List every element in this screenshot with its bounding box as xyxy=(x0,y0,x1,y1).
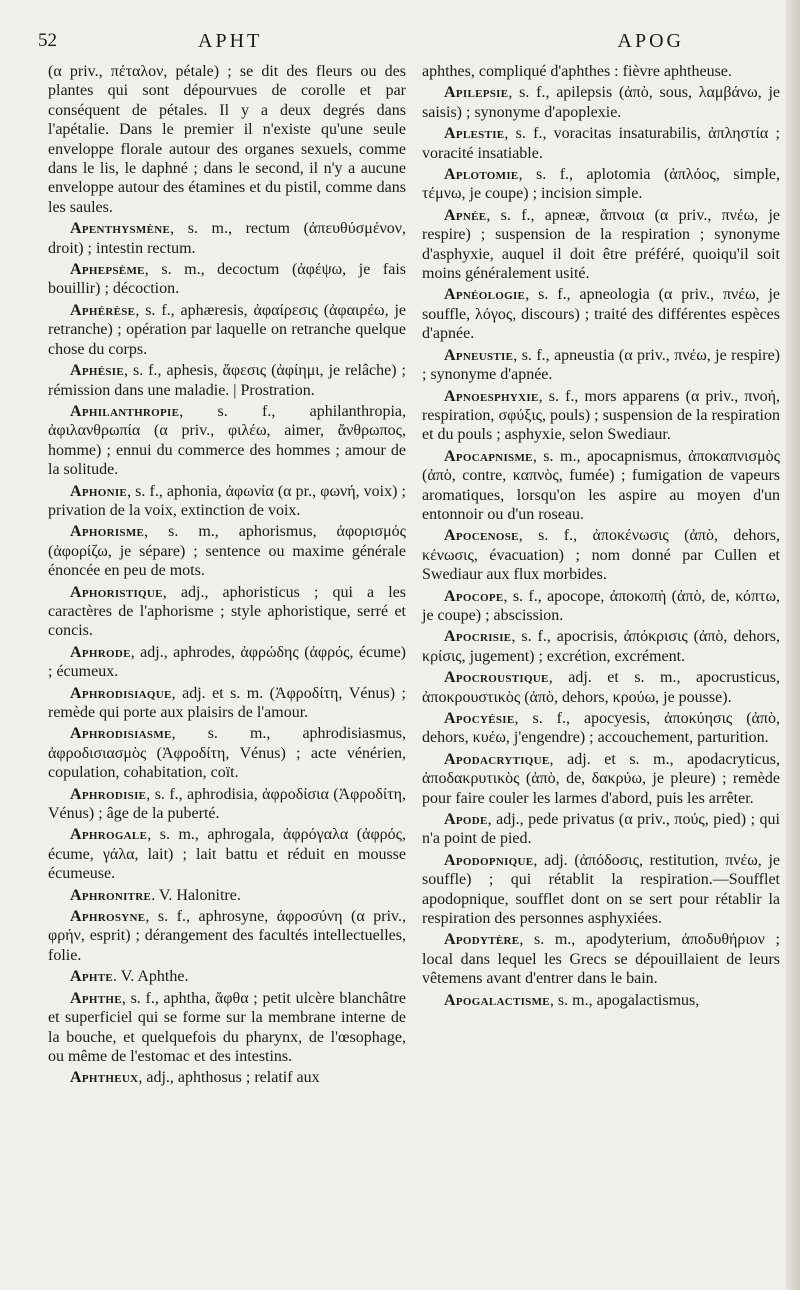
entry-headword: Apodacrytique xyxy=(444,750,550,768)
dictionary-entry xyxy=(48,907,406,965)
entry-definition: , s. f., mors apparens (α priv., πνοή, respiration, σφύξις, pouls) ; suspension de la respiration et du pouls ; asphyxie, selon Swediaur. xyxy=(422,387,780,444)
page-number: 52 xyxy=(38,30,57,51)
entry-definition: , adj., aphoristicus ; qui a les caractères de l'aphorisme ; style aphoristique, serré et concis. xyxy=(48,583,406,640)
entry-definition: , adj. et s. m. (Ἀφροδίτη, Vénus) ; remède qui porte aux plaisirs de l'amour. xyxy=(48,684,406,721)
entry-definition: , s. m., aphrogala, ἀφρόγαλα (ἀφρός, écume, γάλα, lait) ; lait battu et réduit en mousse écumeuse. xyxy=(48,826,406,883)
entry-definition: , s. f., apneustia (α priv., πνέω, je respire) ; synonyme d'apnée. xyxy=(422,346,780,384)
entry-definition: , adj., aphrodes, ἀφρώδης (ἀφρός, écume) ; écumeux. xyxy=(48,643,406,681)
dictionary-entry xyxy=(422,206,780,284)
entry-headword: Aphte xyxy=(70,968,114,986)
entry-definition: , adj., aphthosus ; relatif aux xyxy=(138,1069,320,1087)
entry-definition: , adj. et s. m., apodacryticus, ἀποδακρυτικὸς (ἀπὸ, de, δακρύω, je pleure) ; remède pour faire couler les larmes d'abord, puis les arrêter. xyxy=(422,750,780,807)
entry-headword: Apodytère xyxy=(444,931,520,949)
entry-definition: , s. f., aphrodisia, ἀφροδίσια (Ἀφροδίτη, Vénus) ; âge de la puberté. xyxy=(48,785,406,823)
dictionary-entry xyxy=(48,219,406,258)
dictionary-entry xyxy=(422,447,780,525)
right-column xyxy=(422,62,780,1012)
entry-headword: Apneustie xyxy=(444,346,514,364)
dictionary-entry xyxy=(422,285,780,343)
dictionary-entry xyxy=(48,583,406,641)
dictionary-entry xyxy=(422,750,780,808)
entry-definition: , s. f., aphesis, ἄφεσις (ἀφίημι, je relâche) ; rémission dans une maladie. | Prostration. xyxy=(48,362,406,399)
dictionary-entry xyxy=(422,124,780,163)
entry-definition: , s. f., aphrosyne, ἀφροσύνη (α priv., φρήν, esprit) ; dérangement des facultés intellectuelles, folie. xyxy=(48,908,406,964)
entry-definition: , s. f., voracitas insaturabilis, ἀπληστία ; voracité insatiable. xyxy=(422,125,780,162)
dictionary-entry xyxy=(422,668,780,707)
dictionary-entry xyxy=(422,810,780,849)
entry-definition: , s. f., apocyesis, ἀποκύησις (ἀπὸ, dehors, κυέω, j'engendre) ; accouchement, parturition. xyxy=(422,710,780,747)
entry-headword: Aphrodisie xyxy=(70,785,147,803)
left-running-head: APHT xyxy=(198,30,263,52)
entry-definition: , s. f., apocope, ἀποκοπὴ (ἀπὸ, de, κόπτω, je coupe) ; abscission. xyxy=(422,587,780,624)
entry-headword: Aphrodisiaque xyxy=(70,684,172,702)
dictionary-entry xyxy=(422,627,780,666)
entry-definition: , adj. et s. m., apocrusticus, ἀποκρουστικὸς (ἀπὸ, dehors, κρούω, je pousse). xyxy=(422,669,780,706)
entry-headword: Apogalactisme xyxy=(444,991,550,1009)
entry-headword: Aplestie xyxy=(444,125,505,143)
entry-definition: , s. f., apneæ, ἄπνοια (α priv., πνέω, je respire) ; suspension de la respiration ; synonyme d'asphyxie, auquel il doit être préféré, quoiqu'il soit moins généralement usité. xyxy=(422,206,780,283)
entry-definition: , s. m., aphorismus, ἀφορισμός (ἀφορίζω, je sépare) ; sentence ou maxime générale énoncée en peu de mots. xyxy=(48,523,406,580)
dictionary-entry xyxy=(48,301,406,359)
entry-headword: Aphésie xyxy=(70,362,125,380)
dictionary-entry xyxy=(422,709,780,748)
entry-headword: Apocroustique xyxy=(444,669,549,687)
entry-definition: , s. f., aplotomia (ἁπλόος, simple, τέμνω, je coupe) ; incision simple. xyxy=(422,166,780,203)
entry-definition: , s. m., apocapnismus, ἀποκαπνισμὸς (ἀπὸ, contre, καπνὸς, fumée) ; fumigation de vapeurs aromatiques, lorsqu'on les aspire au moyen d'un entonnoir ou d'un roseau. xyxy=(422,447,780,523)
entry-headword: Aphrogale xyxy=(70,826,148,844)
dictionary-entry xyxy=(422,930,780,988)
dictionary-entry xyxy=(48,724,406,782)
dictionary-entry xyxy=(48,522,406,580)
entry-definition: , s. f., aphæresis, ἀφαίρεσις (ἀφαιρέω, je retranche) ; opération par laquelle on retranche quelque chose du corps. xyxy=(48,301,406,358)
entry-headword: Aphthe xyxy=(70,989,122,1007)
entry-headword: Aphtheux xyxy=(70,1069,139,1087)
dictionary-entry xyxy=(422,526,780,584)
dictionary-entry xyxy=(48,260,406,299)
entry-headword: Aphrode xyxy=(70,643,131,661)
dictionary-entry xyxy=(48,482,406,521)
entry-definition: , s. f., ἀποκένωσις (ἀπὸ, dehors, κένωσις, évacuation) ; nom donné par Cullen et Swediaur aux flux morbides. xyxy=(422,527,780,584)
dictionary-entry xyxy=(48,825,406,883)
entry-headword: Aphrosyne xyxy=(70,908,146,926)
running-header xyxy=(38,30,778,56)
entry-headword: Apnoesphyxie xyxy=(444,387,539,405)
entry-definition: , s. m., apogalactismus, xyxy=(549,991,700,1009)
entry-headword: Aphilanthropie xyxy=(70,402,180,420)
entry-headword: Apode xyxy=(444,811,488,829)
dictionary-entry xyxy=(48,1068,406,1087)
dictionary-entry xyxy=(48,967,406,986)
entry-definition: , s. f., aphonia, ἀφωνία (α pr., φωνή, voix) ; privation de la voix, extinction de voix. xyxy=(48,482,406,519)
entry-definition: , s. f., apilepsis (ἀπὸ, sous, λαμβάνω, je saisis) ; synonyme d'apoplexie. xyxy=(422,84,780,121)
entry-definition: , adj. (ἀπόδοσις, restitution, πνέω, je souffle) ; qui rétablit la respiration.—Soufflet apodopnique, soufflet dont on se sert pour rétablir la respiration des personnes asphyxiées. xyxy=(422,851,780,928)
left-column xyxy=(48,62,406,1090)
entry-definition: . V. Halonitre. xyxy=(151,886,241,904)
entry-headword: Apocapnisme xyxy=(444,447,533,465)
dictionary-entry xyxy=(422,991,780,1010)
entry-headword: Aplotomie xyxy=(444,166,519,184)
dictionary-entry xyxy=(422,387,780,445)
entry-headword: Aphronitre xyxy=(70,886,152,904)
entry-continuation: (α priv., πέταλον, pétale) ; se dit des fleurs ou des plantes qui sont dépourvues de corolle et par conséquent de pétales. Il y a deux degrés dans l'apétalie. Dans le premier il n'existe qu'une seule enveloppe florale autour des organes sexuels, comme dans le lis, le daphné ; dans le second, il n'y a aucune enveloppe autour des étamines et du pistil, comme dans les saules. xyxy=(48,63,406,216)
dictionary-entry xyxy=(48,886,406,905)
entry-definition: , s. m., apodyterium, ἀποδυθήριον ; local dans lequel les Grecs se dépouillaient de leurs vêtemens avant d'entrer dans le bain. xyxy=(422,931,780,988)
entry-headword: Aphorisme xyxy=(70,523,145,541)
entry-headword: Apocope xyxy=(444,587,504,605)
dictionary-entry xyxy=(48,684,406,723)
entry-headword: Aphepsème xyxy=(70,261,145,279)
entry-definition: , s. f., aphilanthropia, ἀφιλανθρωπία (α priv., φιλέω, aimer, ἄνθρωπος, homme) ; ennui du commerce des hommes ; amour de la solitude. xyxy=(48,402,406,479)
dictionary-entry xyxy=(422,587,780,626)
entry-definition: , s. f., aphtha, ἄφθα ; petit ulcère blanchâtre et superficiel qui se forme sur la membrane interne de la bouche, et quelquefois du pharynx, de l'œsophage, ou même de l'estomac et des intestins. xyxy=(48,989,406,1065)
entry-headword: Apocenose xyxy=(444,527,519,545)
dictionary-entry xyxy=(422,346,780,385)
entry-headword: Apnée xyxy=(444,206,487,224)
dictionary-entry xyxy=(48,989,406,1067)
entry-headword: Aphrodisiasme xyxy=(70,725,172,743)
entry-headword: Apodopnique xyxy=(444,851,534,869)
entry-headword: Aphoristique xyxy=(70,583,163,601)
entry-headword: Aphérèse xyxy=(70,301,136,319)
dictionary-entry xyxy=(422,165,780,204)
entry-definition: . V. Aphthe. xyxy=(113,968,189,986)
entry-definition: , s. m., aphrodisiasmus, ἀφροδισιασμὸς (Ἀφροδίτη, Vénus) ; acte vénérien, copulation, cohabitation, coït. xyxy=(48,725,406,782)
dictionary-entry xyxy=(48,643,406,682)
entry-headword: Apilepsie xyxy=(444,84,509,102)
entry-definition: , adj., pede privatus (α priv., πούς, pied) ; qui n'a point de pied. xyxy=(422,811,780,848)
entry-headword: Apocyésie xyxy=(444,710,515,727)
page-edge-shadow xyxy=(786,0,800,1290)
entry-definition: , s. m., rectum (ἀπευθύσμένον, droit) ; intestin rectum. xyxy=(48,220,406,257)
dictionary-entry xyxy=(422,83,780,122)
dictionary-entry xyxy=(48,785,406,824)
dictionary-entry xyxy=(422,851,780,929)
entry-definition: , s. m., decoctum (ἀφέψω, je fais bouillir) ; décoction. xyxy=(48,261,406,298)
entry-definition: , s. f., apocrisis, ἀπόκρισις (ἀπὸ, dehors, κρίσις, jugement) ; excrétion, excrément. xyxy=(422,628,780,665)
entry-headword: Apocrisie xyxy=(444,628,512,646)
entry-definition: , s. f., apneologia (α priv., πνέω, je souffle, λόγος, discours) ; traité des différentes espèces d'apnée. xyxy=(422,286,780,343)
right-running-head: APOG xyxy=(617,30,684,52)
entry-headword: Apnéologie xyxy=(444,286,526,304)
entry-continuation: aphthes, compliqué d'aphthes : fièvre aphtheuse. xyxy=(422,63,732,80)
dictionary-entry xyxy=(48,361,406,400)
entry-headword: Aphonie xyxy=(70,482,128,500)
entry-headword: Apenthysmène xyxy=(70,220,171,238)
dictionary-entry xyxy=(48,402,406,480)
